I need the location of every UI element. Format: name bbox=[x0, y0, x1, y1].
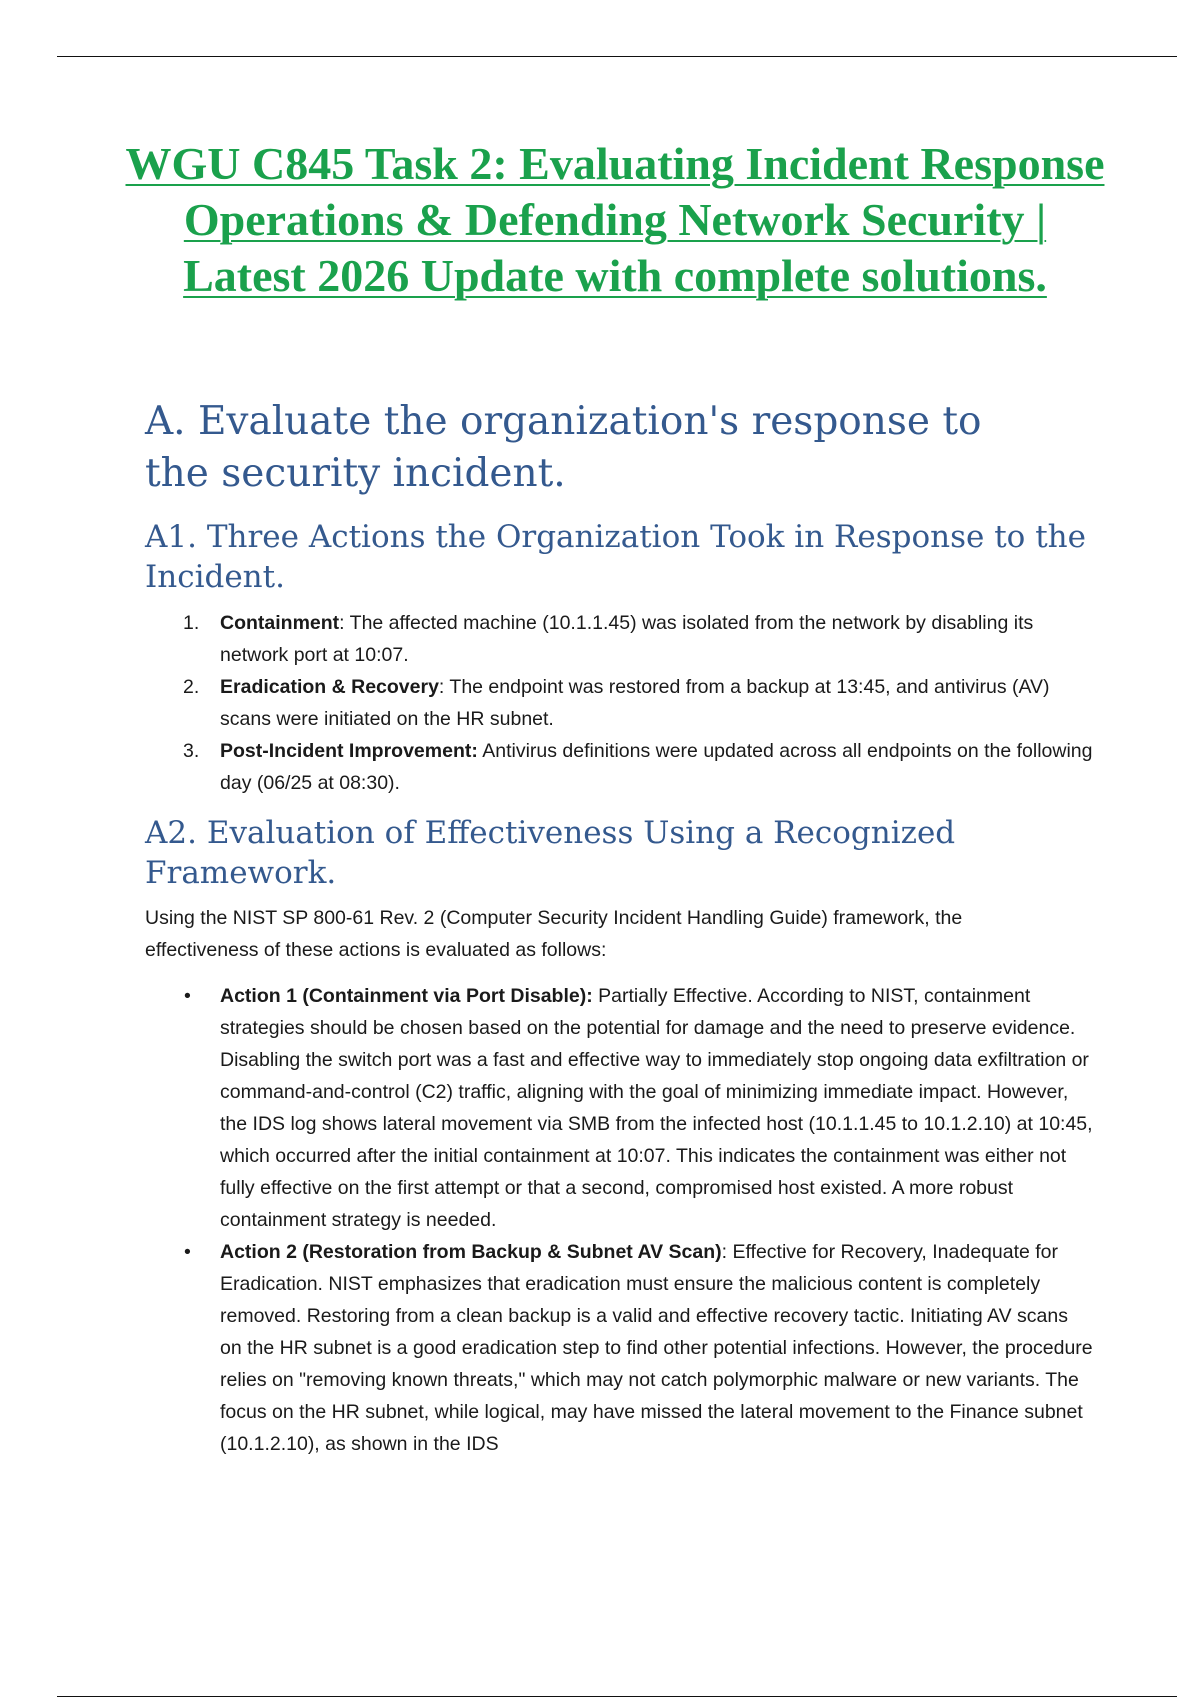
list-item bbox=[175, 671, 1095, 735]
list-item-term: Containment bbox=[220, 612, 340, 634]
section-a-heading: A. Evaluate the organization's response to the security incident. bbox=[145, 399, 982, 496]
section-a2-heading: A2. Evaluation of Effectiveness Using a Recognized Framework. bbox=[145, 815, 956, 891]
list-number: 3. bbox=[183, 740, 200, 762]
list-item-term: Action 2 (Restoration from Backup & Subnet AV Scan) bbox=[220, 1241, 722, 1263]
list-item bbox=[175, 607, 1095, 671]
bullet-icon: • bbox=[184, 1241, 191, 1263]
list-number: 2. bbox=[183, 676, 200, 698]
document-title: WGU C845 Task 2: Evaluating Incident Response Operations & Defending Network Security | Latest 2026 Update with complete solutions. bbox=[125, 138, 1105, 301]
section-a2-intro: Using the NIST SP 800-61 Rev. 2 (Computer Security Incident Handling Guide) framework, the effectiveness of these actions is evaluated as follows: bbox=[145, 907, 963, 961]
section-a1-heading: A1. Three Actions the Organization Took in Response to the Incident. bbox=[145, 519, 1086, 595]
bullet-icon: • bbox=[184, 985, 191, 1007]
list-item-text: : The endpoint was restored from a backup at 13:45, and antivirus (AV) scans were initiated on the HR subnet. bbox=[220, 676, 1050, 730]
list-item-term: Action 1 (Containment via Port Disable): bbox=[220, 985, 593, 1007]
bottom-rule bbox=[57, 1696, 1177, 1697]
list-item-text: Partially Effective. According to NIST, containment strategies should be chosen based on the potential for damage and the need to preserve evidence. Disabling the switch port was a fast and effective way to immediately stop ongoing data exfiltration or command-and-control (C2) traffic, aligning with the goal of minimizing immediate impact. However, the IDS log shows lateral movement via SMB from the infected host (10.1.1.45 to 10.1.2.10) at 10:45, which occurred after the initial containment at 10:07. This indicates the containment was either not fully effective on the first attempt or that a second, compromised host existed. A more robust containment strategy is needed. bbox=[220, 985, 1093, 1231]
list-item-text: : Effective for Recovery, Inadequate for Eradication. NIST emphasizes that eradication must ensure the malicious content is completely removed. Restoring from a clean backup is a valid and effective recovery tactic. Initiating AV scans on the HR subnet is a good eradication step to find other potential infections. However, the procedure relies on "removing known threats," which may not catch polymorphic malware or new variants. The focus on the HR subnet, while logical, may have missed the lateral movement to the Finance subnet (10.1.2.10), as shown in the IDS bbox=[220, 1241, 1093, 1455]
list-item bbox=[175, 735, 1095, 799]
list-item-text: : The affected machine (10.1.1.45) was isolated from the network by disabling its network port at 10:07. bbox=[220, 612, 1034, 666]
actions-list bbox=[175, 607, 1095, 799]
top-rule bbox=[57, 56, 1177, 57]
list-item-term: Post-Incident Improvement: bbox=[220, 740, 478, 762]
evaluation-list bbox=[175, 980, 1095, 1460]
list-number: 1. bbox=[183, 612, 200, 634]
list-item bbox=[175, 980, 1095, 1236]
list-item-term: Eradication & Recovery bbox=[220, 676, 439, 698]
list-item bbox=[175, 1236, 1095, 1460]
list-item-text: Antivirus definitions were updated across all endpoints on the following day (06/25 at 08:30). bbox=[220, 740, 1093, 794]
